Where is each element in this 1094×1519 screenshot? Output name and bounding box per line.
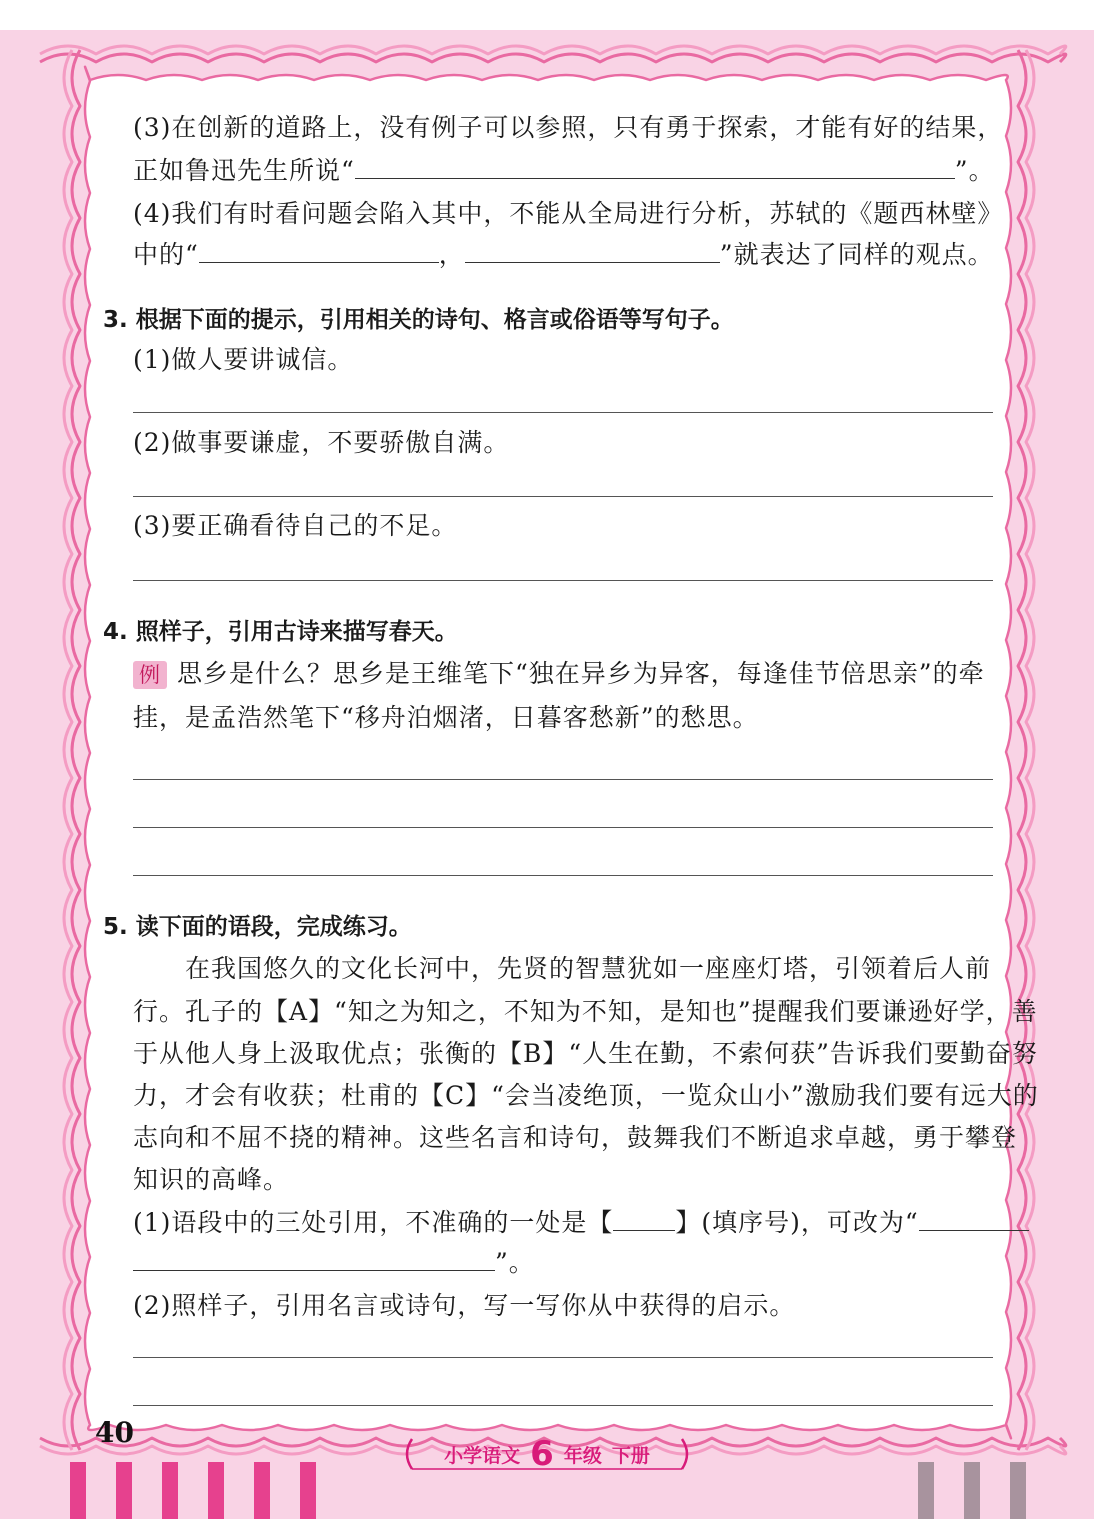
footer-volume: 下册	[611, 1444, 650, 1467]
q3-item-1: (1)做人要讲诚信。	[133, 345, 354, 374]
q2-item4-line1: (4)我们有时看问题会陷入其中，不能从全局进行分析，苏轼的《题西林壁》	[133, 199, 1004, 228]
q3-answer-line-2[interactable]	[133, 496, 993, 497]
q5-passage-line-2: 行。孔子的【A】“知之为知之，不知为不知，是知也”提醒我们要谦逊好学，善	[133, 997, 1038, 1026]
q4-example-line2: 挂，是孟浩然笔下“移舟泊烟渚，日暮客愁新”的愁思。	[133, 703, 759, 732]
footer-grade-suffix: 年级	[563, 1444, 602, 1467]
q3-heading: 3. 根据下面的提示，引用相关的诗句、格言或俗语等写句子。	[103, 307, 734, 333]
decor-stripe	[1010, 1462, 1026, 1519]
q5-passage-line-1: 在我国悠久的文化长河中，先贤的智慧犹如一座座灯塔，引领着后人前	[185, 954, 992, 983]
q2-item4-blank-1[interactable]	[199, 236, 439, 263]
q5-passage-line-5: 志向和不屈不挠的精神。这些名言和诗句，鼓舞我们不断追求卓越，勇于攀登	[133, 1123, 1018, 1152]
decor-stripe	[254, 1462, 270, 1519]
q5-heading: 5. 读下面的语段，完成练习。	[103, 914, 412, 940]
q2-item4-comma: ，	[438, 240, 465, 269]
q2-item3-line2	[133, 152, 995, 189]
q2-item3-suffix: ”。	[954, 156, 995, 185]
q4-answer-line-3[interactable]	[133, 875, 993, 876]
q5-passage-line-6: 知识的高峰。	[133, 1165, 290, 1194]
decor-stripe	[70, 1462, 86, 1519]
q3-answer-line-3[interactable]	[133, 580, 993, 581]
q3-item-3: (3)要正确看待自己的不足。	[133, 511, 458, 540]
q5-passage-line-3: 于从他人身上汲取优点；张衡的【B】“人生在勤，不索何获”告诉我们要勤奋努	[133, 1039, 1038, 1068]
q5-sub1-end: ”。	[495, 1248, 535, 1277]
q4-heading: 4. 照样子，引用古诗来描写春天。	[103, 619, 458, 645]
q5-sub1-prefix: (1)语段中的三处引用，不准确的一处是【	[133, 1208, 614, 1237]
q2-item4-prefix: 中的“	[133, 240, 199, 269]
q5-sub1-blank-correction-a[interactable]	[919, 1204, 1029, 1231]
q5-sub2: (2)照样子，引用名言或诗句，写一写你从中获得的启示。	[133, 1291, 796, 1320]
q5-passage-line-4: 力，才会有收获；杜甫的【C】“会当凌绝顶，一览众山小”激励我们要有远大的	[133, 1081, 1039, 1110]
footer-subject: 小学语文	[444, 1444, 521, 1467]
footer-grade-number: 6	[530, 1434, 554, 1474]
q3-answer-line-1[interactable]	[133, 412, 993, 413]
page-number: 40	[95, 1416, 134, 1449]
decor-stripe	[208, 1462, 224, 1519]
q2-item3-prefix: 正如鲁迅先生所说“	[133, 156, 355, 185]
q2-item3-blank[interactable]	[355, 152, 955, 179]
q4-answer-line-2[interactable]	[133, 827, 993, 828]
example-badge: 例	[133, 661, 167, 689]
decor-stripe	[964, 1462, 980, 1519]
footer-book-label	[402, 1436, 692, 1472]
q5-sub1-line1	[133, 1204, 1029, 1241]
q5-answer-line-1[interactable]	[133, 1357, 993, 1358]
q2-item4-line2	[133, 236, 994, 273]
decor-stripe	[300, 1462, 316, 1519]
q4-example-text-1: 思乡是什么？思乡是王维笔下“独在异乡为异客，每逢佳节倍思亲”的牵	[177, 659, 985, 688]
q5-sub1-blank-letter[interactable]	[613, 1204, 675, 1231]
q4-answer-line-1[interactable]	[133, 779, 993, 780]
q2-item3-line1: (3)在创新的道路上，没有例子可以参照，只有勇于探索，才能有好的结果，	[133, 113, 1004, 142]
q4-example-line1	[133, 656, 985, 692]
q5-sub1-line2	[133, 1244, 535, 1281]
q5-sub1-middle: 】(填序号)，可改为“	[675, 1208, 919, 1237]
q5-sub1-blank-correction-b[interactable]	[133, 1244, 495, 1271]
q5-answer-line-2[interactable]	[133, 1405, 993, 1406]
q3-item-2: (2)做事要谦虚，不要骄傲自满。	[133, 428, 510, 457]
decor-stripe	[116, 1462, 132, 1519]
decor-stripe	[918, 1462, 934, 1519]
q2-item4-suffix: ”就表达了同样的观点。	[719, 240, 994, 269]
q2-item4-blank-2[interactable]	[465, 236, 720, 263]
decor-stripe	[162, 1462, 178, 1519]
